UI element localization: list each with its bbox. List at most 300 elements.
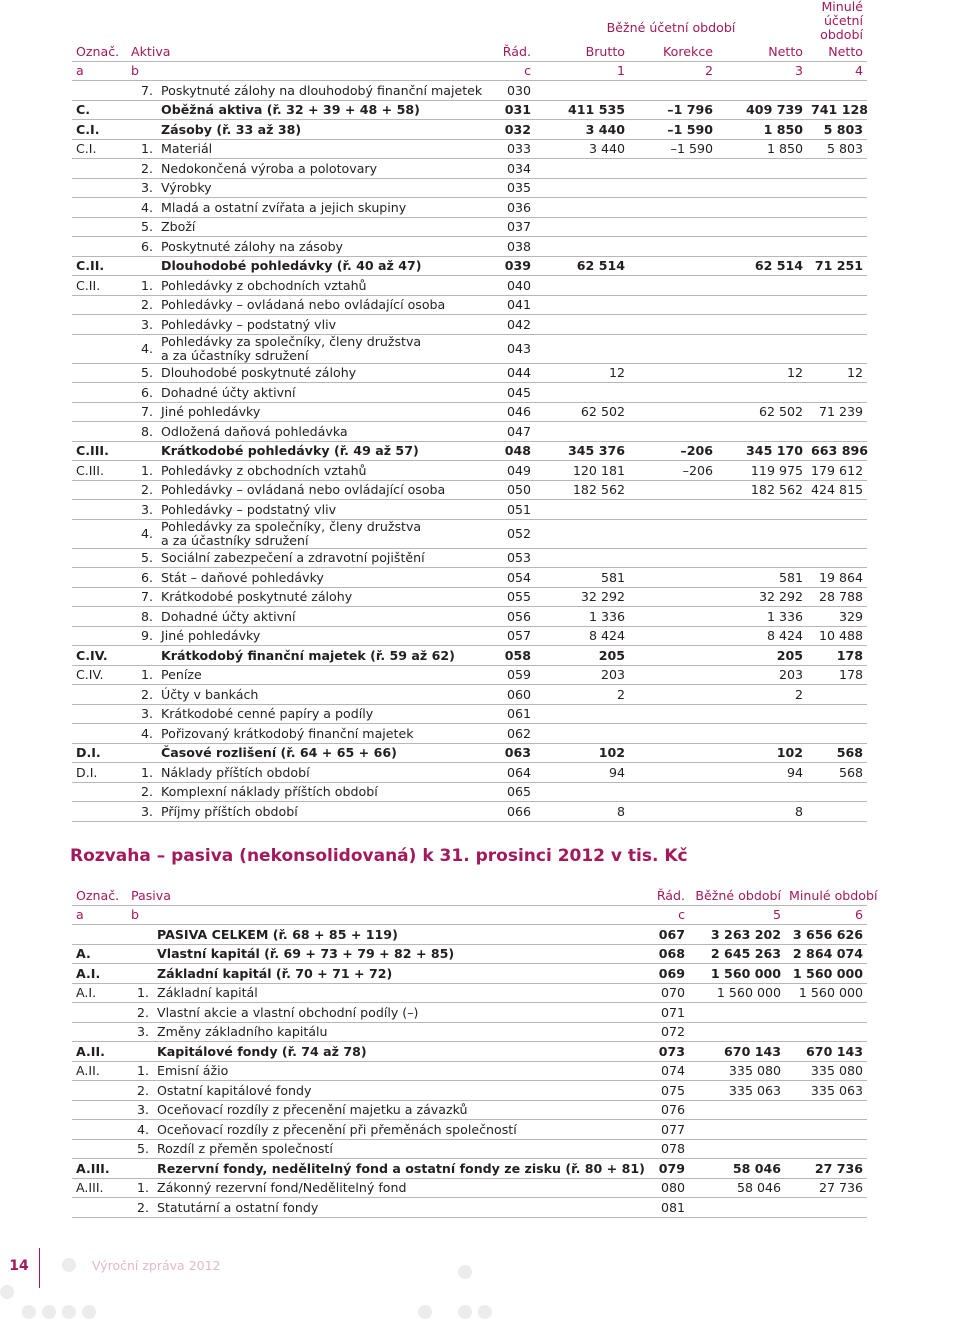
table-row — [72, 626, 867, 646]
column-letter: c — [495, 61, 535, 81]
row-line-number: 079 — [629, 1159, 689, 1179]
row-netto: 8 — [717, 802, 807, 822]
row-code — [72, 334, 127, 363]
row-name: Základní kapitál (ř. 70 + 71 + 72) — [153, 964, 629, 984]
table-row — [72, 646, 867, 666]
row-line-number: 049 — [495, 461, 535, 481]
row-line-number: 072 — [629, 1022, 689, 1042]
row-code — [72, 315, 127, 335]
previous-period-group-header: Minulé účetní období — [820, 0, 864, 42]
row-current-period: 1 560 000 — [689, 983, 785, 1003]
row-name: Krátkodobé pohledávky (ř. 49 až 57) — [157, 441, 495, 461]
row-previous-netto — [807, 276, 867, 296]
row-netto — [717, 217, 807, 237]
row-code — [72, 802, 127, 822]
row-name: Kapitálové fondy (ř. 74 až 78) — [153, 1042, 629, 1062]
row-korekce — [629, 237, 717, 257]
row-code — [72, 178, 127, 198]
row-line-number: 048 — [495, 441, 535, 461]
row-name: Dohadné účty aktivní — [157, 383, 495, 403]
row-korekce — [629, 334, 717, 363]
row-number — [127, 256, 157, 276]
row-number: 1. — [127, 983, 153, 1003]
row-line-number: 052 — [495, 519, 535, 548]
row-code — [72, 1139, 127, 1159]
row-netto: 205 — [717, 646, 807, 666]
row-code — [72, 587, 127, 607]
row-brutto — [535, 548, 629, 568]
row-korekce — [629, 402, 717, 422]
row-number — [127, 100, 157, 120]
row-current-period — [689, 1198, 785, 1218]
row-number: 4. — [127, 334, 157, 363]
table-row — [72, 665, 867, 685]
row-number: 8. — [127, 422, 157, 442]
row-name — [157, 334, 495, 363]
row-previous-netto — [807, 178, 867, 198]
row-name: Časové rozlišení (ř. 64 + 65 + 66) — [157, 743, 495, 763]
row-netto: 345 170 — [717, 441, 807, 461]
column-letter: 5 — [689, 905, 785, 925]
row-previous-period: 670 143 — [785, 1042, 867, 1062]
row-name: Pohledávky z obchodních vztahů — [157, 276, 495, 296]
row-number: 9. — [127, 626, 157, 646]
row-code: A. — [72, 944, 127, 964]
row-code — [72, 1100, 127, 1120]
row-brutto — [535, 422, 629, 442]
name-header: Pasiva — [127, 886, 629, 905]
table-row — [72, 422, 867, 442]
row-code: A.I. — [72, 964, 127, 984]
row-code: A.III. — [72, 1178, 127, 1198]
row-korekce — [629, 178, 717, 198]
row-code — [72, 198, 127, 218]
row-name: Zboží — [157, 217, 495, 237]
row-number: 2. — [127, 1003, 153, 1023]
previous-period-header: Minulé období — [785, 886, 867, 905]
row-line-number: 046 — [495, 402, 535, 422]
row-code — [72, 217, 127, 237]
row-number: 5. — [127, 548, 157, 568]
row-brutto: 3 440 — [535, 120, 629, 140]
row-number: 1. — [127, 665, 157, 685]
decor-dot — [62, 1305, 76, 1319]
row-number: 2. — [127, 685, 157, 705]
row-name: PASIVA CELKEM (ř. 68 + 85 + 119) — [153, 925, 629, 945]
row-previous-netto — [807, 295, 867, 315]
row-brutto: 62 502 — [535, 402, 629, 422]
row-netto — [717, 422, 807, 442]
table-row — [72, 81, 867, 101]
row-name: Příjmy příštích období — [157, 802, 495, 822]
row-code — [72, 81, 127, 101]
row-korekce — [629, 315, 717, 335]
table-row — [72, 500, 867, 520]
row-number — [127, 925, 153, 945]
row-number: 5. — [127, 1139, 153, 1159]
row-line-number: 053 — [495, 548, 535, 568]
table-row — [72, 1003, 867, 1023]
row-code — [72, 519, 127, 548]
row-name: Komplexní náklady příštích období — [157, 782, 495, 802]
row-brutto: 12 — [535, 363, 629, 383]
table-row — [72, 480, 867, 500]
row-previous-netto — [807, 685, 867, 705]
row-line-number: 064 — [495, 763, 535, 783]
row-brutto — [535, 315, 629, 335]
row-code — [72, 383, 127, 403]
row-brutto — [535, 782, 629, 802]
table-row — [72, 548, 867, 568]
row-code: C.IV. — [72, 665, 127, 685]
row-name: Rozdíl z přeměn společností — [153, 1139, 629, 1159]
row-number: 3. — [127, 178, 157, 198]
row-korekce — [629, 422, 717, 442]
row-netto: 94 — [717, 763, 807, 783]
row-code — [72, 480, 127, 500]
row-previous-netto: 568 — [807, 763, 867, 783]
row-code — [72, 422, 127, 442]
row-code: D.I. — [72, 743, 127, 763]
name-header: Aktiva — [127, 42, 495, 61]
row-number: 2. — [127, 1081, 153, 1101]
table-row — [72, 964, 867, 984]
liabilities-section-title: Rozvaha – pasiva (nekonsolidovaná) k 31. prosinci 2012 v tis. Kč — [70, 846, 688, 866]
row-number — [127, 120, 157, 140]
table-row — [72, 217, 867, 237]
row-code: A.I. — [72, 983, 127, 1003]
row-code: C.III. — [72, 441, 127, 461]
footer-divider — [39, 1248, 40, 1288]
row-brutto — [535, 237, 629, 257]
row-brutto: 182 562 — [535, 480, 629, 500]
row-korekce — [629, 724, 717, 744]
row-brutto: 345 376 — [535, 441, 629, 461]
row-current-period — [689, 1120, 785, 1140]
row-netto: 62 502 — [717, 402, 807, 422]
row-line-number: 039 — [495, 256, 535, 276]
current-period-group-header: Běžné účetní období — [606, 20, 736, 35]
row-name: Pohledávky z obchodních vztahů — [157, 461, 495, 481]
row-netto: 581 — [717, 568, 807, 588]
row-brutto — [535, 383, 629, 403]
row-name: Dlouhodobé pohledávky (ř. 40 až 47) — [157, 256, 495, 276]
row-brutto: 2 — [535, 685, 629, 705]
row-previous-netto: 71 239 — [807, 402, 867, 422]
row-brutto — [535, 81, 629, 101]
row-name: Základní kapitál — [153, 983, 629, 1003]
decor-dot — [458, 1305, 472, 1319]
table-row — [72, 685, 867, 705]
row-line-number: 077 — [629, 1120, 689, 1140]
row-previous-netto — [807, 548, 867, 568]
row-line-number: 033 — [495, 139, 535, 159]
assets-header-row — [72, 42, 867, 61]
row-name: Zásoby (ř. 33 až 38) — [157, 120, 495, 140]
row-number: 2. — [127, 1198, 153, 1218]
row-line-number: 078 — [629, 1139, 689, 1159]
row-line-number: 042 — [495, 315, 535, 335]
row-previous-period: 1 560 000 — [785, 983, 867, 1003]
line-header: Řád. — [629, 886, 689, 905]
row-line-number: 043 — [495, 334, 535, 363]
row-name: Dohadné účty aktivní — [157, 607, 495, 627]
brutto-header: Brutto — [535, 42, 629, 61]
row-code — [72, 1022, 127, 1042]
row-number: 6. — [127, 568, 157, 588]
row-line-number: 045 — [495, 383, 535, 403]
row-number: 8. — [127, 607, 157, 627]
row-name: Účty v bankách — [157, 685, 495, 705]
row-previous-netto — [807, 198, 867, 218]
row-brutto: 94 — [535, 763, 629, 783]
row-brutto: 3 440 — [535, 139, 629, 159]
row-brutto: 62 514 — [535, 256, 629, 276]
column-letter: 1 — [535, 61, 629, 81]
table-row — [72, 724, 867, 744]
row-brutto: 1 336 — [535, 607, 629, 627]
row-number: 2. — [127, 295, 157, 315]
row-current-period — [689, 1139, 785, 1159]
row-name: Dlouhodobé poskytnuté zálohy — [157, 363, 495, 383]
row-korekce — [629, 665, 717, 685]
row-korekce: –206 — [629, 441, 717, 461]
row-brutto: 32 292 — [535, 587, 629, 607]
table-row — [72, 402, 867, 422]
row-code — [72, 500, 127, 520]
table-row — [72, 1178, 867, 1198]
row-netto: 102 — [717, 743, 807, 763]
table-row — [72, 1159, 867, 1179]
row-previous-netto — [807, 159, 867, 179]
column-letter: c — [629, 905, 689, 925]
row-korekce: –1 590 — [629, 120, 717, 140]
row-korekce — [629, 802, 717, 822]
row-previous-period — [785, 1198, 867, 1218]
row-current-period: 58 046 — [689, 1159, 785, 1179]
row-name: Jiné pohledávky — [157, 626, 495, 646]
row-code — [72, 159, 127, 179]
row-korekce — [629, 626, 717, 646]
row-code — [72, 363, 127, 383]
table-row — [72, 120, 867, 140]
row-line-number: 035 — [495, 178, 535, 198]
row-netto — [717, 198, 807, 218]
row-line-number: 031 — [495, 100, 535, 120]
decor-dot — [42, 1305, 56, 1319]
row-code — [72, 295, 127, 315]
row-netto — [717, 334, 807, 363]
liabilities-header-row — [72, 886, 867, 905]
row-line-number: 081 — [629, 1198, 689, 1218]
row-netto — [717, 782, 807, 802]
row-code — [72, 724, 127, 744]
row-netto — [717, 500, 807, 520]
row-previous-period: 2 864 074 — [785, 944, 867, 964]
current-period-header: Běžné období — [689, 886, 785, 905]
row-name: Vlastní kapitál (ř. 69 + 73 + 79 + 82 + 85) — [153, 944, 629, 964]
row-korekce: –1 796 — [629, 100, 717, 120]
row-number: 7. — [127, 81, 157, 101]
row-korekce — [629, 607, 717, 627]
row-brutto: 581 — [535, 568, 629, 588]
liabilities-column-letters-row — [72, 905, 867, 925]
table-row — [72, 1198, 867, 1218]
row-number: 7. — [127, 402, 157, 422]
row-code — [72, 704, 127, 724]
row-name: Materiál — [157, 139, 495, 159]
row-previous-netto — [807, 237, 867, 257]
row-previous-period — [785, 1022, 867, 1042]
row-code: A.III. — [72, 1159, 127, 1179]
row-line-number: 041 — [495, 295, 535, 315]
row-number: 3. — [127, 802, 157, 822]
row-korekce — [629, 568, 717, 588]
table-row — [72, 363, 867, 383]
table-row — [72, 802, 867, 822]
row-number: 3. — [127, 315, 157, 335]
row-number: 1. — [127, 1178, 153, 1198]
row-previous-netto: 179 612 — [807, 461, 867, 481]
row-current-period: 335 063 — [689, 1081, 785, 1101]
row-line-number: 074 — [629, 1061, 689, 1081]
column-letter: a — [72, 905, 127, 925]
row-korekce — [629, 81, 717, 101]
row-line-number: 056 — [495, 607, 535, 627]
row-korekce: –1 590 — [629, 139, 717, 159]
row-name-line: a za účastníky sdružení — [161, 532, 309, 548]
row-name: Pohledávky – podstatný vliv — [157, 500, 495, 520]
row-netto: 1 850 — [717, 139, 807, 159]
row-number — [127, 1042, 153, 1062]
row-name: Emisní ážio — [153, 1061, 629, 1081]
row-netto — [717, 81, 807, 101]
table-row — [72, 1042, 867, 1062]
row-line-number: 075 — [629, 1081, 689, 1101]
row-netto — [717, 519, 807, 548]
table-row — [72, 295, 867, 315]
row-brutto — [535, 198, 629, 218]
table-row — [72, 763, 867, 783]
row-brutto: 8 424 — [535, 626, 629, 646]
row-netto — [717, 724, 807, 744]
row-previous-period: 335 080 — [785, 1061, 867, 1081]
row-previous-netto — [807, 500, 867, 520]
row-brutto — [535, 724, 629, 744]
row-line-number: 050 — [495, 480, 535, 500]
row-number: 2. — [127, 480, 157, 500]
row-previous-netto: 663 896 — [807, 441, 867, 461]
table-row — [72, 237, 867, 257]
row-previous-netto: 71 251 — [807, 256, 867, 276]
row-name: Sociální zabezpečení a zdravotní pojištění — [157, 548, 495, 568]
row-number: 7. — [127, 587, 157, 607]
row-name: Krátkodobé cenné papíry a podíly — [157, 704, 495, 724]
row-number: 1. — [127, 1061, 153, 1081]
row-line-number: 051 — [495, 500, 535, 520]
row-previous-netto — [807, 724, 867, 744]
row-korekce — [629, 217, 717, 237]
row-brutto — [535, 295, 629, 315]
row-previous-netto — [807, 519, 867, 548]
row-line-number: 066 — [495, 802, 535, 822]
row-name-line: a za účastníky sdružení — [161, 347, 309, 363]
row-netto: 12 — [717, 363, 807, 383]
table-row — [72, 139, 867, 159]
row-name: Pohledávky – ovládaná nebo ovládající osoba — [157, 480, 495, 500]
decor-dot — [418, 1305, 432, 1319]
row-name: Odložená daňová pohledávka — [157, 422, 495, 442]
row-number: 1. — [127, 139, 157, 159]
row-name: Zákonný rezervní fond/Nedělitelný fond — [153, 1178, 629, 1198]
table-row — [72, 743, 867, 763]
row-korekce — [629, 480, 717, 500]
table-row — [72, 1061, 867, 1081]
row-number — [127, 441, 157, 461]
row-name: Oběžná aktiva (ř. 32 + 39 + 48 + 58) — [157, 100, 495, 120]
column-letter: 3 — [717, 61, 807, 81]
row-name: Pohledávky – podstatný vliv — [157, 315, 495, 335]
row-line-number: 030 — [495, 81, 535, 101]
decor-dot — [0, 1285, 14, 1299]
decor-dot — [458, 1265, 472, 1279]
table-row — [72, 587, 867, 607]
decor-dot — [62, 1258, 76, 1272]
row-netto: 1 850 — [717, 120, 807, 140]
row-number — [127, 1159, 153, 1179]
row-code: C.IV. — [72, 646, 127, 666]
row-code — [72, 607, 127, 627]
row-code — [72, 685, 127, 705]
row-netto — [717, 383, 807, 403]
row-current-period: 670 143 — [689, 1042, 785, 1062]
row-number: 1. — [127, 461, 157, 481]
row-code — [72, 402, 127, 422]
row-number: 4. — [127, 198, 157, 218]
row-korekce — [629, 256, 717, 276]
row-number: 3. — [127, 704, 157, 724]
row-code — [72, 925, 127, 945]
row-previous-netto: 5 803 — [807, 120, 867, 140]
row-current-period — [689, 1022, 785, 1042]
row-previous-netto — [807, 422, 867, 442]
row-netto: 2 — [717, 685, 807, 705]
row-name: Mladá a ostatní zvířata a jejich skupiny — [157, 198, 495, 218]
row-previous-netto: 178 — [807, 665, 867, 685]
row-number: 3. — [127, 500, 157, 520]
row-number — [127, 646, 157, 666]
row-previous-netto — [807, 334, 867, 363]
row-previous-netto: 19 864 — [807, 568, 867, 588]
row-code — [72, 1120, 127, 1140]
row-line-number: 047 — [495, 422, 535, 442]
row-previous-netto — [807, 315, 867, 335]
table-row — [72, 1120, 867, 1140]
row-line-number: 069 — [629, 964, 689, 984]
row-korekce — [629, 363, 717, 383]
row-number: 1. — [127, 276, 157, 296]
table-row — [72, 925, 867, 945]
row-current-period: 335 080 — [689, 1061, 785, 1081]
footer-report-title: Výroční zpráva 2012 — [92, 1258, 221, 1273]
table-row — [72, 178, 867, 198]
code-header: Označ. — [72, 886, 127, 905]
row-korekce — [629, 646, 717, 666]
row-line-number: 060 — [495, 685, 535, 705]
row-previous-netto: 28 788 — [807, 587, 867, 607]
table-row — [72, 782, 867, 802]
column-letter: 2 — [629, 61, 717, 81]
